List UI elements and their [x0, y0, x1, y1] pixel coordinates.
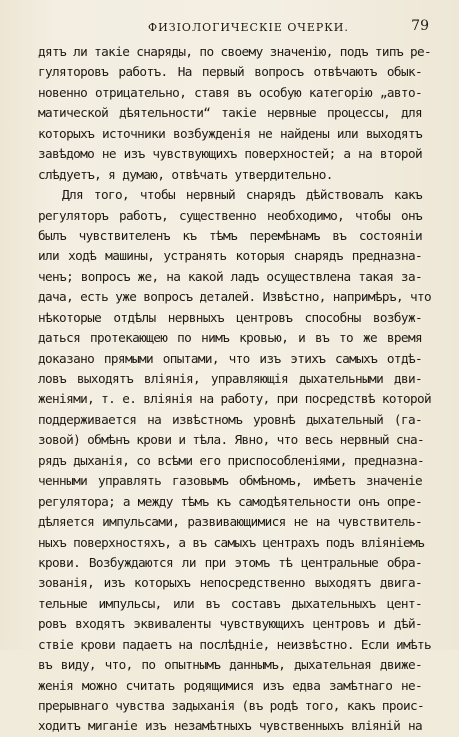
text-line: регулятора; а между тѣмъ къ самодѣятельности онъ опре- [38, 493, 422, 509]
page-number: 79 [411, 18, 429, 34]
text-line: дѣляется импульсами, развивающимися не на чувствитель- [38, 514, 422, 530]
text-line: рядъ дыханія, со всѣми его приспособленіями, предназна- [38, 452, 425, 468]
body-text [38, 42, 432, 737]
text-line: или ходѣ машины, устранять которыя снарядъ предназна- [38, 248, 422, 264]
paragraph-start-line: Для того, чтобы нервный снарядъ дѣйствовалъ какъ [62, 187, 422, 203]
text-line: ченъ; вопросъ же, на какой ладъ осуществлена такая за- [38, 268, 422, 284]
text-line: былъ чувствителенъ къ тѣмъ перемѣнамъ въ состояніи [38, 227, 422, 243]
text-line: женіями, т. е. вліянія на работу, при посредствѣ которой [38, 391, 432, 407]
text-line: ныхъ поверхностяхъ, а въ самыхъ центрахъ подъ вліяніемъ [38, 534, 425, 550]
text-line: ходитъ миганіе изъ незамѣтныхъ чувственныхъ вліяній на [38, 718, 422, 734]
text-line: прерывнаго чувства задыханія (въ родѣ того, какъ проис- [38, 698, 425, 713]
text-line: доказано прямыми опытами, что изъ этихъ самыхъ отдѣ- [38, 350, 422, 366]
text-line: въ виду, что, по опытнымъ даннымъ, дыхательная движе- [38, 657, 422, 673]
text-line: зовой) обмѣнъ крови и тѣла. Явно, что весь нервный сна- [38, 432, 425, 448]
text-line: нѣкоторые отдѣлы нервныхъ центровъ способны возбуж- [38, 309, 422, 325]
paragraph-end-line: слѣдуетъ, я думаю, отвѣчать утвердительно. [38, 166, 333, 182]
text-line: поддерживается на извѣстномъ уровнѣ дыхательный (га- [38, 411, 422, 427]
text-line: которыхъ источники возбужденія не найдены или выходятъ [38, 125, 422, 141]
text-line: дача, есть уже вопросъ деталей. Извѣстно, напримѣръ, что [38, 289, 432, 305]
text-line: даться протекающею по нимъ кровью, и въ то же время [38, 330, 422, 346]
text-line: дятъ ли такіе снаряды, по своему значенію, подъ типъ ре- [38, 44, 432, 59]
text-line: женія можно считать родящимися изъ едва замѣтнаго не- [38, 677, 422, 693]
text-line: ровъ входятъ эквиваленты чувствующихъ центровъ и дѣй- [38, 616, 422, 632]
text-line: ствіе крови падаетъ на послѣдніе, неизвѣстно. Если имѣть [38, 636, 432, 652]
text-line: крови. Возбуждаются ли при этомъ тѣ центральные обра- [38, 554, 422, 570]
text-line: ловъ выходятъ вліянія, управляющія дыхательными дви- [38, 371, 422, 386]
text-line: регуляторъ работъ, существенно необходимо, чтобы онъ [38, 207, 422, 223]
text-line: зованія, изъ которыхъ непосредственно выходятъ двига- [38, 575, 422, 591]
text-line: новенно отрицательно, ставя въ особую категорію „авто- [38, 84, 422, 100]
text-line: гуляторовъ работъ. На первый вопросъ отвѣчаютъ обык- [38, 64, 422, 80]
text-line: тельные импульсы, или въ составъ дыхательныхъ цент- [38, 595, 422, 611]
page-header [38, 18, 429, 38]
running-title: ФИЗІОЛОГИЧЕСКІЕ ОЧЕРКИ. [148, 21, 349, 34]
text-line: завѣдомо не изъ чувствующихъ поверхностей; а на второй [38, 146, 422, 162]
text-line: ченными управлять газовымъ обмѣномъ, имѣетъ значеніе [38, 473, 422, 489]
text-line: матической дѣятельности“ такіе нервные процессы, для [38, 105, 422, 121]
